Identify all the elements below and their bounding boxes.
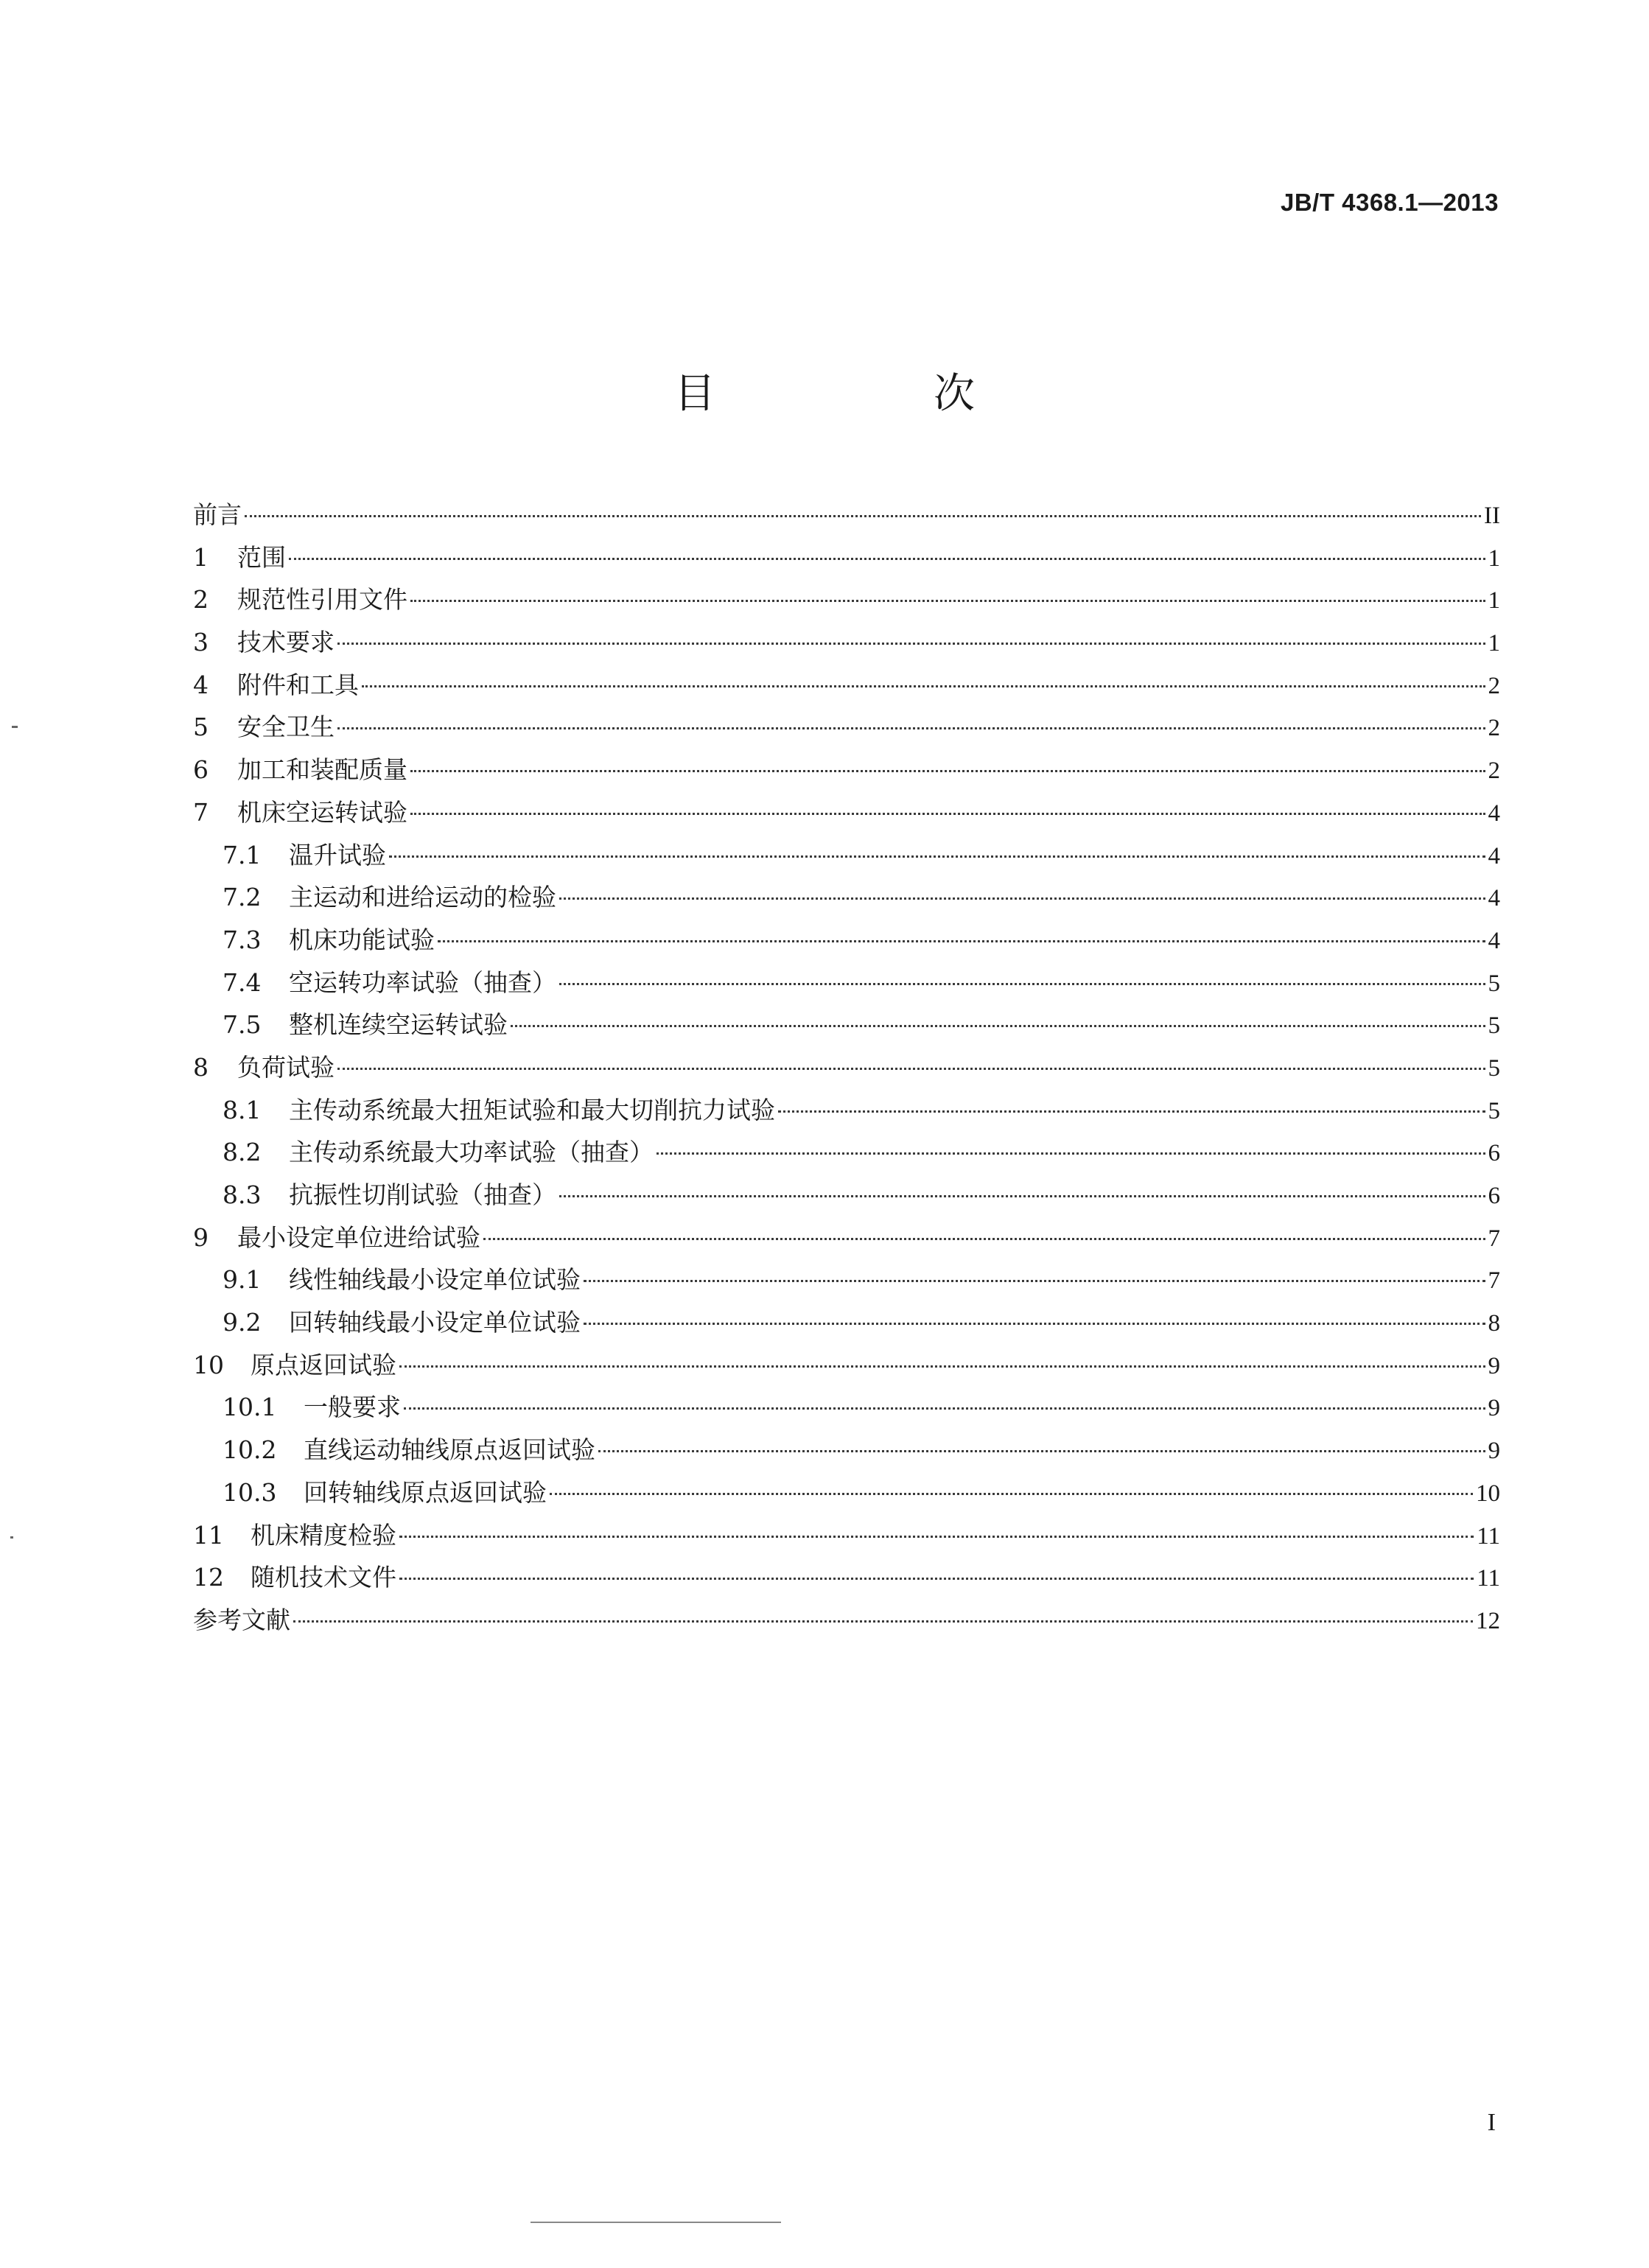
toc-entry-page: 8 bbox=[1488, 1310, 1500, 1337]
toc-entry-number: 10.1 bbox=[223, 1393, 277, 1422]
toc-dot-leader bbox=[293, 1620, 1473, 1623]
toc-entry-label: 回转轴线最小设定单位试验 bbox=[289, 1308, 581, 1337]
toc-entry-page: 12 bbox=[1476, 1607, 1500, 1634]
toc-entry-page: 1 bbox=[1488, 587, 1500, 615]
scan-speck bbox=[12, 726, 18, 728]
toc-entry-label: 加工和装配质量 bbox=[237, 755, 407, 785]
toc-dot-leader bbox=[598, 1450, 1485, 1452]
toc-entry-page: 10 bbox=[1476, 1480, 1500, 1507]
toc-dot-leader bbox=[584, 1323, 1485, 1325]
toc-entry-page: 4 bbox=[1488, 799, 1500, 827]
toc-entry-page: 6 bbox=[1488, 1140, 1500, 1167]
toc-entry[interactable] bbox=[193, 1259, 1500, 1301]
toc-entry[interactable] bbox=[193, 1046, 1500, 1089]
toc-entry-number: 4 bbox=[193, 670, 209, 699]
toc-entry[interactable] bbox=[193, 834, 1500, 877]
toc-entry-page: 2 bbox=[1488, 757, 1500, 785]
toc-dot-leader bbox=[399, 1578, 1474, 1580]
toc-entry-number: 5 bbox=[193, 713, 209, 742]
toc-entry-page: 9 bbox=[1488, 1395, 1500, 1422]
toc-dot-leader bbox=[657, 1152, 1485, 1155]
toc-entry[interactable] bbox=[193, 706, 1500, 749]
toc-dot-leader bbox=[399, 1365, 1485, 1368]
toc-dot-leader bbox=[438, 940, 1485, 942]
toc-entry-label: 技术要求 bbox=[237, 628, 335, 657]
toc-entry[interactable] bbox=[193, 664, 1500, 707]
toc-entry[interactable] bbox=[193, 876, 1500, 919]
toc-entry-label: 安全卫生 bbox=[237, 713, 335, 742]
toc-entry-label: 机床功能试验 bbox=[289, 925, 435, 954]
toc-entry-label: 抗振性切削试验（抽查） bbox=[289, 1180, 556, 1209]
toc-entry-page: 2 bbox=[1488, 672, 1500, 699]
toc-dot-leader bbox=[559, 1195, 1485, 1197]
toc-entry-number: 8 bbox=[193, 1052, 209, 1082]
toc-entry-label: 主传动系统最大扭矩试验和最大切削抗力试验 bbox=[289, 1095, 775, 1124]
toc-entry[interactable] bbox=[193, 621, 1500, 664]
toc-entry-number: 2 bbox=[193, 585, 209, 615]
toc-entry-label: 最小设定单位进给试验 bbox=[237, 1222, 480, 1252]
toc-entry-number: 10.3 bbox=[223, 1477, 277, 1507]
toc-entry-page: 9 bbox=[1488, 1352, 1500, 1379]
toc-entry[interactable] bbox=[193, 1131, 1500, 1174]
toc-dot-leader bbox=[399, 1536, 1474, 1538]
toc-entry[interactable] bbox=[193, 578, 1500, 621]
toc-entry-label: 参考文献 bbox=[193, 1605, 290, 1634]
toc-entry[interactable] bbox=[193, 1174, 1500, 1217]
table-of-contents bbox=[193, 494, 1500, 1642]
toc-dot-leader bbox=[410, 600, 1485, 602]
toc-dot-leader bbox=[584, 1280, 1485, 1282]
toc-entry-page: 4 bbox=[1488, 927, 1500, 954]
toc-entry[interactable] bbox=[193, 1301, 1500, 1344]
toc-entry-number: 7.3 bbox=[223, 925, 262, 954]
toc-entry-number: 8.1 bbox=[223, 1095, 262, 1124]
toc-entry-label: 规范性引用文件 bbox=[237, 585, 407, 615]
toc-entry-label: 温升试验 bbox=[289, 840, 386, 869]
toc-entry-page: 2 bbox=[1488, 715, 1500, 742]
toc-entry-number: 7.5 bbox=[223, 1010, 262, 1040]
toc-entry-page: 5 bbox=[1488, 1054, 1500, 1082]
toc-entry[interactable] bbox=[193, 1344, 1500, 1387]
toc-dot-leader bbox=[559, 983, 1485, 985]
toc-entry-number: 9.1 bbox=[223, 1265, 262, 1295]
toc-title: 目 次 bbox=[674, 370, 1063, 418]
toc-entry-label: 直线运动轴线原点返回试验 bbox=[304, 1435, 595, 1465]
toc-entry[interactable] bbox=[193, 791, 1500, 834]
toc-entry-label: 附件和工具 bbox=[237, 670, 359, 699]
toc-dot-leader bbox=[410, 770, 1485, 772]
page-number: I bbox=[1487, 2109, 1496, 2136]
toc-entry-number: 10.2 bbox=[223, 1435, 277, 1465]
toc-entry-label: 回转轴线原点返回试验 bbox=[304, 1477, 547, 1507]
toc-entry-page: 5 bbox=[1488, 970, 1500, 997]
toc-entry-label: 一般要求 bbox=[304, 1393, 401, 1422]
toc-entry-page: 4 bbox=[1488, 842, 1500, 869]
toc-entry-page: 7 bbox=[1488, 1225, 1500, 1252]
toc-entry[interactable] bbox=[193, 1471, 1500, 1514]
toc-entry[interactable] bbox=[193, 1217, 1500, 1259]
toc-entry[interactable] bbox=[193, 962, 1500, 1004]
toc-dot-leader bbox=[362, 685, 1485, 687]
toc-entry-number: 1 bbox=[193, 542, 209, 572]
toc-entry-label: 整机连续空运转试验 bbox=[289, 1010, 508, 1040]
toc-dot-leader bbox=[410, 813, 1485, 815]
toc-entry-page: 11 bbox=[1477, 1565, 1500, 1592]
toc-entry-number: 12 bbox=[193, 1563, 224, 1592]
toc-entry[interactable] bbox=[193, 1599, 1500, 1642]
toc-entry[interactable] bbox=[193, 536, 1500, 579]
toc-entry-label: 随机技术文件 bbox=[251, 1563, 396, 1592]
toc-dot-leader bbox=[245, 515, 1481, 517]
toc-entry-page: 11 bbox=[1477, 1522, 1500, 1550]
toc-dot-leader bbox=[483, 1238, 1485, 1240]
toc-dot-leader bbox=[337, 643, 1485, 645]
toc-dot-leader bbox=[289, 558, 1485, 560]
toc-dot-leader bbox=[559, 897, 1485, 900]
toc-dot-leader bbox=[404, 1407, 1485, 1410]
toc-entry-number: 8.2 bbox=[223, 1138, 262, 1167]
toc-dot-leader bbox=[337, 727, 1485, 729]
toc-dot-leader bbox=[778, 1110, 1485, 1113]
toc-entry[interactable] bbox=[193, 1514, 1500, 1557]
toc-entry-page: 6 bbox=[1488, 1183, 1500, 1209]
toc-entry-page: 5 bbox=[1488, 1012, 1500, 1040]
toc-dot-leader bbox=[550, 1493, 1473, 1495]
toc-entry-number: 3 bbox=[193, 628, 209, 657]
toc-entry[interactable] bbox=[193, 1004, 1500, 1046]
toc-entry-number: 7.1 bbox=[223, 840, 262, 869]
toc-entry[interactable] bbox=[193, 1386, 1500, 1429]
scan-edge-line bbox=[531, 2222, 781, 2223]
toc-entry[interactable] bbox=[193, 919, 1500, 962]
toc-entry-page: 7 bbox=[1488, 1267, 1500, 1295]
toc-entry-label: 原点返回试验 bbox=[251, 1350, 396, 1379]
toc-entry[interactable] bbox=[193, 494, 1500, 536]
toc-entry-label: 机床精度检验 bbox=[251, 1520, 396, 1550]
toc-entry-page: 9 bbox=[1488, 1438, 1500, 1465]
toc-entry[interactable] bbox=[193, 1089, 1500, 1132]
toc-entry-label: 负荷试验 bbox=[237, 1052, 335, 1082]
toc-entry-number: 6 bbox=[193, 755, 209, 785]
toc-entry-label: 主运动和进给运动的检验 bbox=[289, 883, 556, 912]
toc-entry-number: 9.2 bbox=[223, 1308, 262, 1337]
toc-entry-number: 9 bbox=[193, 1222, 209, 1252]
toc-entry[interactable] bbox=[193, 1429, 1500, 1471]
toc-entry-number: 11 bbox=[193, 1520, 224, 1550]
toc-entry-label: 机床空运转试验 bbox=[237, 797, 407, 827]
toc-entry-page: 1 bbox=[1488, 545, 1500, 572]
toc-entry-number: 10 bbox=[193, 1350, 224, 1379]
toc-entry-number: 7.2 bbox=[223, 883, 262, 912]
toc-entry-label: 范围 bbox=[237, 542, 286, 572]
toc-entry-page: 1 bbox=[1488, 630, 1500, 657]
standard-code: JB/T 4368.1—2013 bbox=[1280, 189, 1499, 216]
toc-entry-number: 7.4 bbox=[223, 967, 262, 997]
toc-dot-leader bbox=[337, 1068, 1485, 1070]
toc-entry-number: 8.3 bbox=[223, 1180, 262, 1209]
toc-entry-page: 5 bbox=[1488, 1097, 1500, 1124]
toc-entry-page: II bbox=[1484, 503, 1500, 529]
toc-dot-leader bbox=[511, 1025, 1485, 1027]
toc-entry-label: 线性轴线最小设定单位试验 bbox=[289, 1265, 581, 1295]
toc-entry[interactable] bbox=[193, 1556, 1500, 1599]
toc-entry-number: 7 bbox=[193, 797, 209, 827]
toc-entry-label: 空运转功率试验（抽查） bbox=[289, 967, 556, 997]
toc-dot-leader bbox=[389, 855, 1485, 858]
toc-entry-page: 4 bbox=[1488, 885, 1500, 912]
toc-entry-label: 前言 bbox=[193, 500, 242, 529]
scan-speck bbox=[10, 1536, 13, 1539]
toc-entry-label: 主传动系统最大功率试验（抽查） bbox=[289, 1138, 654, 1167]
toc-entry[interactable] bbox=[193, 749, 1500, 791]
